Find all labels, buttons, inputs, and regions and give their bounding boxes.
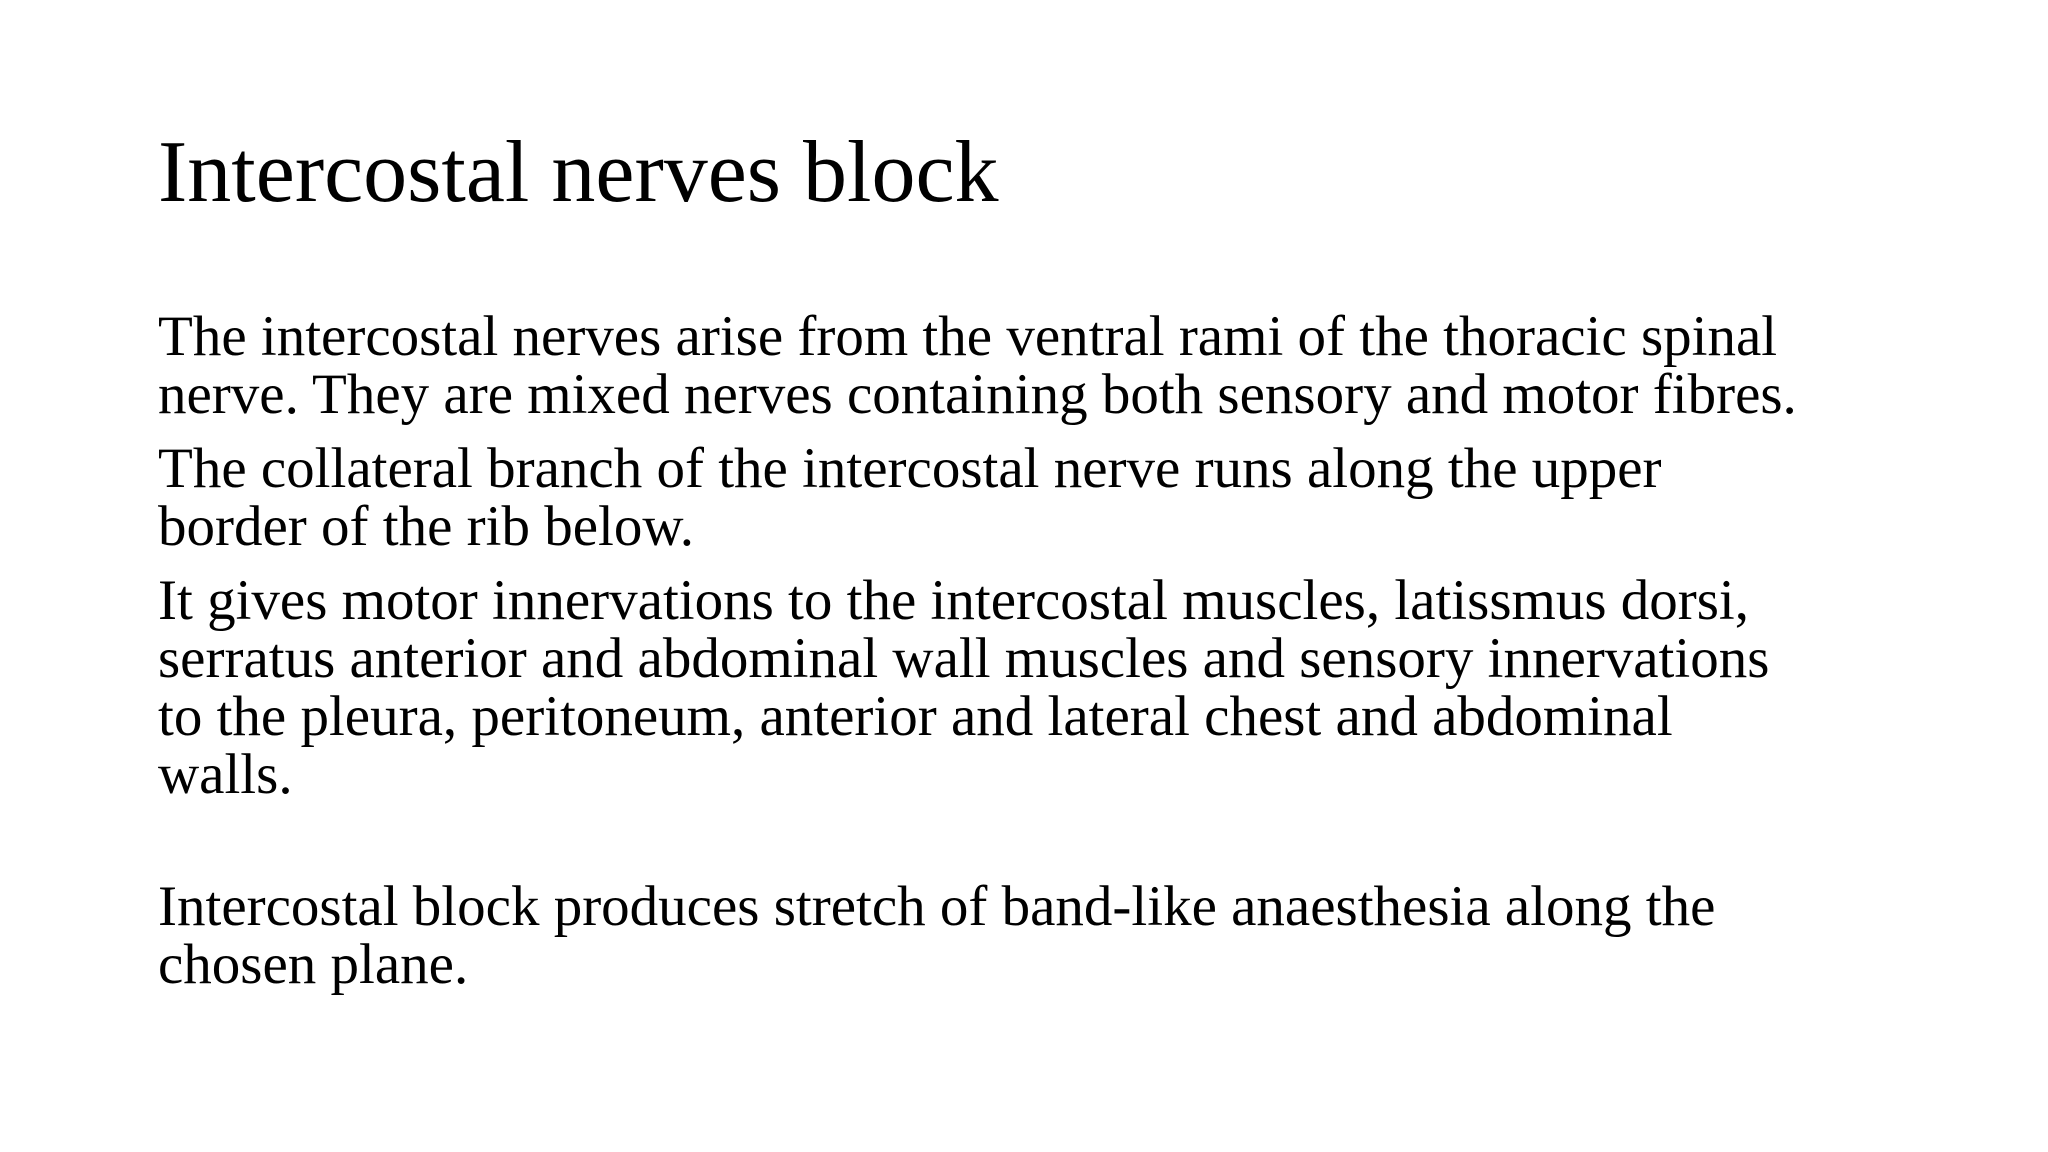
- paragraph-line: chosen plane.: [158, 933, 469, 996]
- paragraph-line: border of the rib below.: [158, 495, 695, 558]
- slide-body: [158, 305, 1918, 1010]
- paragraph-line: Intercostal block produces stretch of band-like anaesthesia along the: [158, 875, 1716, 938]
- paragraph-collateral-branch: [158, 437, 1918, 558]
- paragraph-block-effect: [158, 875, 1918, 996]
- paragraph-line: to the pleura, peritoneum, anterior and lateral chest and abdominal: [158, 685, 1673, 748]
- paragraph-origin: [158, 305, 1918, 426]
- paragraph-line: It gives motor innervations to the intercostal muscles, latissmus dorsi,: [158, 569, 1750, 632]
- slide-title: Intercostal nerves block: [158, 124, 999, 221]
- paragraph-line: The collateral branch of the intercostal nerve runs along the upper: [158, 437, 1662, 500]
- paragraph-line: nerve. They are mixed nerves containing both sensory and motor fibres.: [158, 363, 1797, 426]
- paragraph-line: walls.: [158, 743, 293, 806]
- blank-line: [158, 820, 1918, 878]
- paragraph-line: serratus anterior and abdominal wall muscles and sensory innervations: [158, 627, 1770, 690]
- paragraph-line: The intercostal nerves arise from the ventral rami of the thoracic spinal: [158, 305, 1778, 368]
- paragraph-innervations: [158, 569, 1918, 806]
